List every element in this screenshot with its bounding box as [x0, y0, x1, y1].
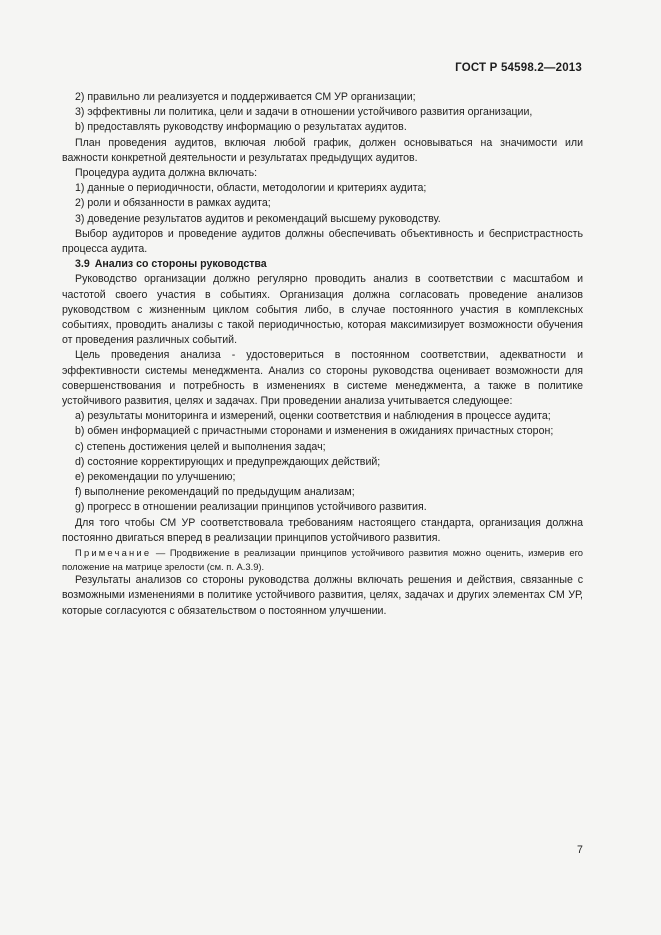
- list-item: a) результаты мониторинга и измерений, оценки соответствия и наблюдения в процессе аудита;: [75, 410, 551, 423]
- page-number: 7: [577, 844, 583, 856]
- list-item: 3) эффективны ли политика, цели и задачи в отношении устойчивого развития организации,: [75, 106, 533, 119]
- list-item: d) состояние корректирующих и предупреждающих действий;: [75, 455, 381, 468]
- paragraph: Процедура аудита должна включать:: [75, 167, 258, 180]
- list-item: f) выполнение рекомендаций по предыдущим анализам;: [75, 486, 355, 499]
- list-item: 2) роли и обязанности в рамках аудита;: [75, 197, 271, 210]
- list-item: g) прогресс в отношении реализации принципов устойчивого развития.: [75, 501, 427, 514]
- list-item: 3) доведение результатов аудитов и рекомендаций высшему руководству.: [75, 212, 441, 225]
- list-item: c) степень достижения целей и выполнения задач;: [75, 440, 326, 453]
- document-body: [62, 90, 583, 619]
- list-item: 1) данные о периодичности, области, методологии и критериях аудита;: [75, 182, 427, 195]
- paragraph: Результаты анализов со стороны руководства должны включать решения и действия, связанные с возможными изменениями в политике устойчивого развития, целях, задачах и других элементах СМ УР, которые согласуются с обязательством о постоянном улучшении.: [62, 574, 583, 617]
- paragraph: План проведения аудитов, включая любой график, должен основываться на значимости или важности конкретной деятельности и результатах предыдущих аудитов.: [62, 136, 583, 164]
- paragraph: Выбор аудиторов и проведение аудитов должны обеспечивать объективность и беспристрастность процесса аудита.: [62, 227, 583, 256]
- document-id: ГОСТ Р 54598.2—2013: [455, 62, 582, 74]
- note-text: — Продвижение в реализации принципов устойчивого развития можно оценить, измерив его положение на матрице зрелости (см. п. А.3.9).: [62, 547, 583, 572]
- section-number: 3.9: [75, 258, 90, 271]
- paragraph: Руководство организации должно регулярно проводить анализ в соответствии с масштабом и частотой своего участия в событиях. Организация должна согласовать проведение анализов руководством с жизненным циклом события либо, в случае постоянного участия в комплексных событиях, проводить анализы с такой периодичностью, которая максимизирует возможности обучения от проведения различных событий.: [62, 273, 583, 347]
- note: [62, 546, 583, 573]
- list-item: b) обмен информацией с причастными сторонами и изменения в ожиданиях причастных сторон;: [75, 425, 554, 438]
- list-item: e) рекомендации по улучшению;: [75, 471, 236, 484]
- list-item: b) предоставлять руководству информацию о результатах аудитов.: [75, 121, 407, 134]
- note-label: Примечание: [75, 547, 152, 559]
- paragraph: Цель проведения анализа - удостовериться в постоянном соответствии, адекватности и эффективности системы менеджмента. Анализ со стороны руководства оценивает возможности для совершенствования и потребность в изменениях в системе менеджмента, а также в политике устойчивого развития, целях и задачах. При проведении анализа учитывается следующее:: [62, 349, 583, 408]
- section-title: Анализ со стороны руководства: [94, 258, 267, 271]
- paragraph: Для того чтобы СМ УР соответствовала требованиям настоящего стандарта, организация должна постоянно двигаться вперед в реализации принципов устойчивого развития.: [62, 516, 583, 544]
- list-item: 2) правильно ли реализуется и поддерживается СМ УР организации;: [75, 91, 416, 103]
- section-heading: [62, 257, 583, 272]
